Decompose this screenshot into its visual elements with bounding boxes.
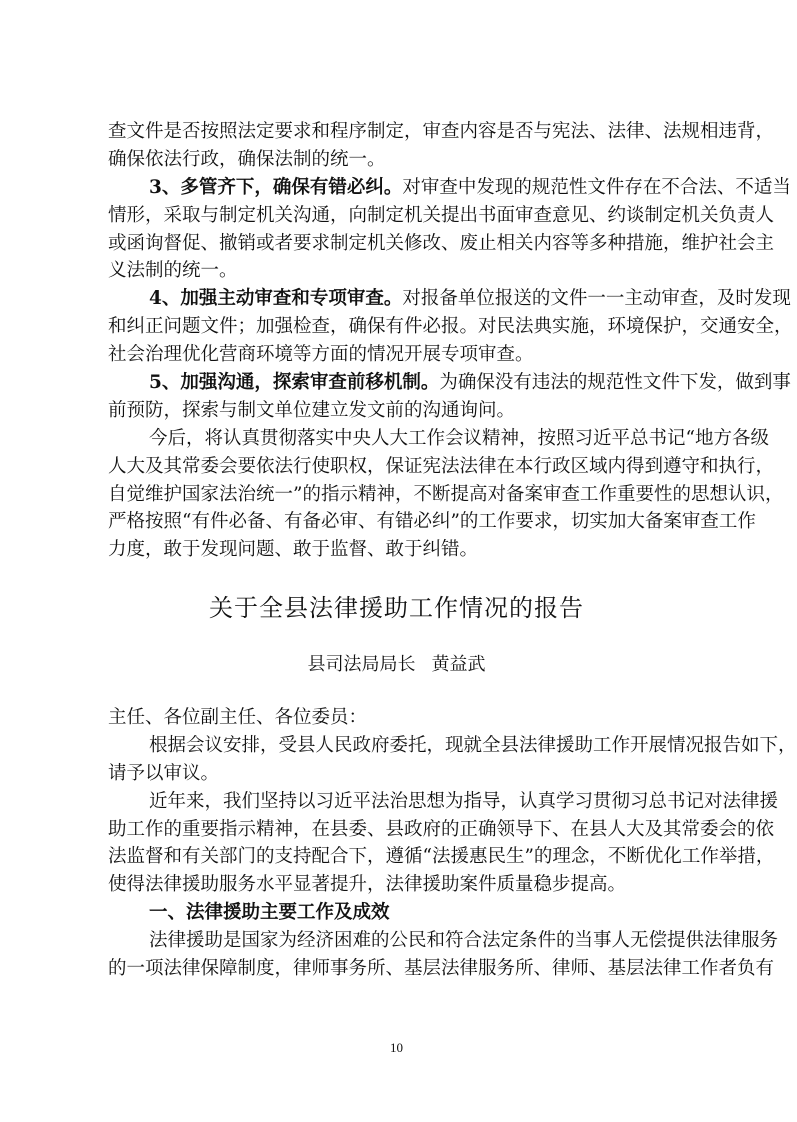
line-text: 人大及其常委会要依法行使职权，保证宪法法律在本行政区域内得到遵守和执行， [108,455,775,477]
paragraph-lead: 4、加强主动审查和专项审查。 [149,288,403,310]
line-text: 法监督和有关部门的支持配合下，遵循“法援惠民生”的理念，不断优化工作举措， [108,846,775,868]
line-text: 的一项法律保障制度，律师事务所、基层法律服务所、律师、基层法律工作者负有 [108,958,775,980]
line-text: 自觉维护国家法治统一”的指示精神，不断提高对备案审查工作重要性的思想认识， [108,483,784,505]
paragraph-lead: 5、加强沟通，探索审查前移机制。 [149,372,440,394]
line-text: 社会治理优化营商环境等方面的情况开展专项审查。 [108,344,534,366]
author-position: 县司法局局长 [307,654,416,675]
text-line [108,732,797,760]
text-line [108,257,688,285]
line-text: 今后，将认真贯彻落实中央人大工作会议精神，按照习近平总书记“地方各级 [149,427,769,449]
text-line [108,899,688,927]
line-text: 助工作的重要指示精神，在县委、县政府的正确领导下、在县人大及其常委会的依 [108,818,775,840]
section-heading [108,899,688,927]
text-line [108,397,688,425]
paragraph [108,788,779,900]
line-text: 主任、各位副主任、各位委员： [108,707,368,728]
paragraph [108,732,797,788]
paragraph [108,369,791,425]
text-line [108,871,688,899]
text-line [108,453,775,481]
paragraph [108,174,791,286]
document-body-report [108,704,797,983]
report-byline [0,650,793,676]
text-line [108,146,688,174]
text-line [108,955,775,983]
line-text: 或函询督促、撤销或者要求制定机关修改、废止相关内容等多种措施，维护社会主 [108,232,775,254]
text-line [108,202,775,230]
line-text: 严格按照“有件必备、有备必审、有错必纠”的工作要求，切实加大备案审查工作 [108,511,756,533]
text-line [108,341,688,369]
text-line [108,843,775,871]
line-text: 请予以审议。 [108,762,220,784]
line-text: 查文件是否按照法定要求和程序制定，审查内容是否与宪法、法律、法规相违背， [108,121,775,142]
line-text: 根据会议安排，受县人民政府委托，现就全县法律援助工作开展情况报告如下， [149,734,797,756]
text-line [108,481,784,509]
line-text: 确保依法行政，确保法制的统一。 [108,148,386,170]
report-title: 关于全县法律援助工作情况的报告 [209,594,584,622]
line-text: 为确保没有违法的规范性文件下发，做到事 [439,372,791,394]
line-text: 对审查中发现的规范性文件存在不合法、不适当 [402,176,791,198]
line-text: 使得法律援助服务水平显著提升，法律援助案件质量稳步提高。 [108,874,627,896]
salutation [108,704,688,732]
text-line [108,704,688,732]
text-line [108,118,775,146]
text-line [108,927,779,955]
paragraph [108,425,784,564]
text-line [108,313,793,341]
line-text: 一、法律援助主要工作及成效 [149,902,390,924]
line-text: 近年来，我们坚持以习近平法治思想为指导，认真学习贯彻习总书记对法律援 [149,790,779,812]
paragraph [108,118,775,174]
text-line [108,285,791,313]
document-body-top [108,118,793,564]
paragraph [108,285,793,369]
line-text: 法律援助是国家为经济困难的公民和符合法定条件的当事人无偿提供法律服务 [149,930,779,952]
text-line [108,760,688,788]
text-line [108,536,688,564]
text-line [108,369,791,397]
text-line [108,230,775,258]
line-text: 前预防，探索与制文单位建立发文前的沟通询问。 [108,399,516,421]
line-text: 情形，采取与制定机关沟通，向制定机关提出书面审查意见、约谈制定机关负责人 [108,204,775,226]
line-text: 义法制的统一。 [108,260,238,282]
line-text: 对报备单位报送的文件一一主动审查，及时发现 [402,288,791,310]
text-line [108,788,779,816]
line-text: 和纠正问题文件；加强检查，确保有件必报。对民法典实施，环境保护，交通安全， [108,316,793,338]
page-number: 10 [390,1040,403,1055]
text-line [108,816,775,844]
paragraph-lead: 3、多管齐下，确保有错必纠。 [149,176,403,198]
paragraph [108,927,779,983]
author-name: 黄益武 [431,654,486,675]
text-line [108,508,756,536]
text-line [108,174,791,202]
line-text: 力度，敢于发现问题、敢于监督、敢于纠错。 [108,539,479,561]
text-line [108,425,769,453]
